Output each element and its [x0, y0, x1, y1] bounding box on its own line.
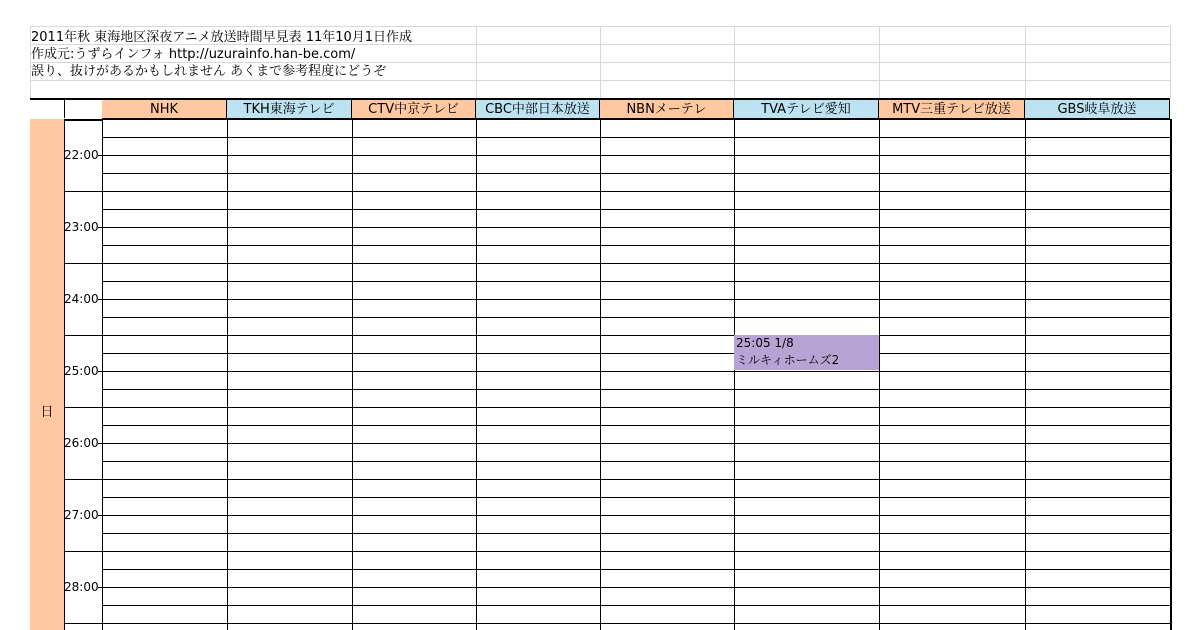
grid-row-line: [102, 155, 1170, 156]
sheet-gridline: [476, 26, 477, 98]
channel-header-2: TKH東海テレビ: [227, 98, 352, 119]
grid-row-line: [102, 497, 1170, 498]
grid-row-line: [102, 245, 1170, 246]
time-tick: [98, 587, 102, 588]
channel-header-3: CTV中京テレビ: [352, 98, 476, 119]
grid-row-line: [102, 299, 1170, 300]
grid-row-line: [64, 119, 1170, 120]
channel-header-4: CBC中部日本放送: [476, 98, 600, 119]
day-label: 日: [40, 405, 54, 420]
time-tick: [98, 371, 102, 372]
grid-row-line: [102, 389, 1170, 390]
day-column: [30, 119, 65, 630]
grid-row-line: [102, 353, 1170, 354]
time-tick: [98, 227, 102, 228]
channel-header-1: NHK: [102, 98, 227, 119]
sheet-gridline: [1170, 26, 1171, 98]
time-tick: [98, 299, 102, 300]
time-label: 27:00: [64, 508, 99, 522]
channel-header-6: TVAテレビ愛知: [734, 98, 879, 119]
time-tick: [98, 515, 102, 516]
grid-col-line: [600, 119, 601, 630]
time-tick: [98, 443, 102, 444]
grid-row-line: [64, 479, 1170, 480]
grid-row-line: [102, 443, 1170, 444]
grid-row-line: [102, 587, 1170, 588]
grid-row-line: [102, 281, 1170, 282]
header-separator: [64, 100, 65, 118]
grid-row-line: [102, 461, 1170, 462]
grid-row-line: [102, 425, 1170, 426]
time-label: 22:00: [64, 148, 99, 162]
time-label: 25:00: [64, 364, 99, 378]
grid-col-line: [1025, 119, 1026, 630]
disclaimer-line: 誤り、抜けがあるかもしれません あくまで参考程度にどうぞ: [31, 64, 387, 79]
grid-row-line: [64, 623, 1170, 624]
channel-header-5: NBNメーテレ: [600, 98, 734, 119]
sheet-gridline: [879, 26, 880, 98]
grid-row-line: [102, 371, 1170, 372]
grid-row-line: [64, 335, 1170, 336]
grid-row-line: [102, 515, 1170, 516]
time-label: 24:00: [64, 292, 99, 306]
grid-row-line: [64, 191, 1170, 192]
grid-row-line: [102, 227, 1170, 228]
grid-row-line: [102, 605, 1170, 606]
grid-col-line: [879, 119, 880, 630]
grid-row-line: [64, 263, 1170, 264]
program-block[interactable]: [734, 335, 879, 370]
program-title: ミルキィホームズ2: [736, 353, 840, 367]
grid-row-line: [102, 533, 1170, 534]
grid-row-line: [102, 317, 1170, 318]
grid-row-line: [102, 569, 1170, 570]
grid-row-line: [102, 173, 1170, 174]
sheet-gridline: [30, 26, 31, 98]
grid-row-line: [102, 137, 1170, 138]
grid-col-line: [734, 119, 735, 630]
time-tick: [98, 155, 102, 156]
time-label: 26:00: [64, 436, 99, 450]
sheet-gridline: [1025, 26, 1026, 98]
header-blank: [30, 98, 102, 121]
sheet-gridline: [600, 26, 601, 98]
grid-row-line: [64, 407, 1170, 408]
time-label: 28:00: [64, 580, 99, 594]
grid-col-line: [1170, 119, 1172, 630]
grid-col-line: [352, 119, 353, 630]
source-line: 作成元:うずらインフォ http://uzurainfo.han-be.com/: [31, 47, 356, 62]
grid-row-line: [64, 551, 1170, 552]
channel-header-8: GBS岐阜放送: [1025, 98, 1170, 119]
channel-header-7: MTV三重テレビ放送: [879, 98, 1025, 119]
grid-col-line: [227, 119, 228, 630]
sheet-gridline: [734, 26, 735, 98]
grid-col-line: [102, 119, 103, 630]
grid-row-line: [102, 209, 1170, 210]
grid-col-line: [476, 119, 477, 630]
time-label: 23:00: [64, 220, 99, 234]
title-line: 2011年秋 東海地区深夜アニメ放送時間早見表 11年10月1日作成: [31, 30, 413, 45]
program-time: 25:05 1/8: [736, 336, 794, 350]
